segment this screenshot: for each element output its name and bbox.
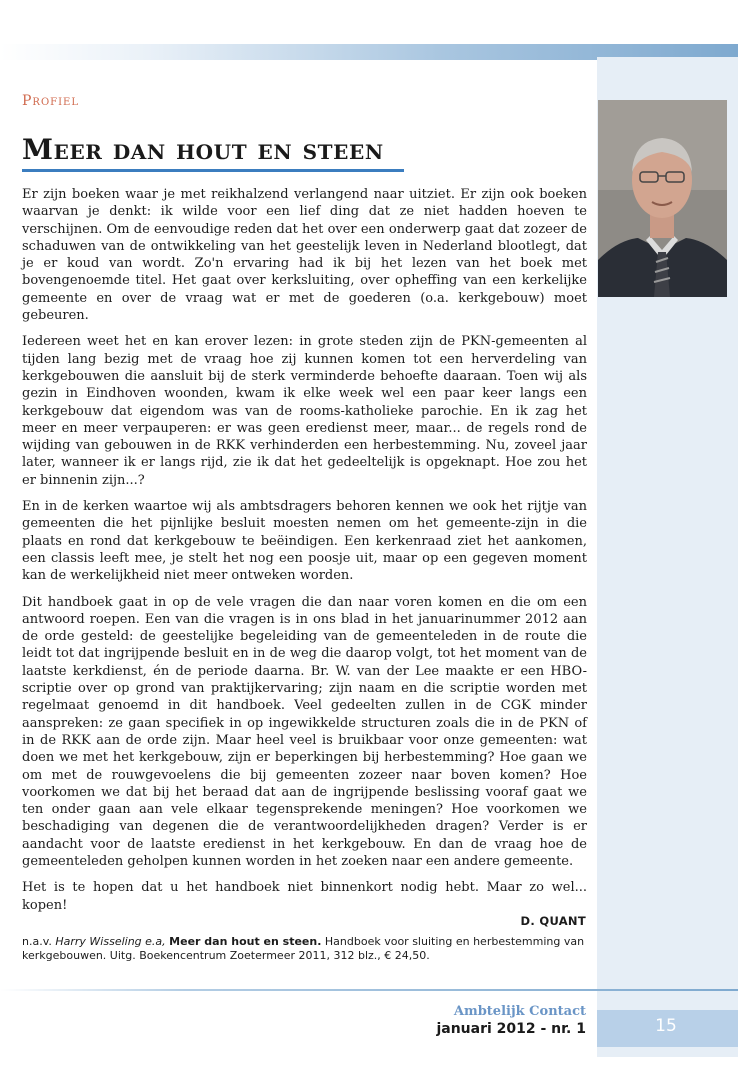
author-signature: D. QUANT: [520, 914, 586, 928]
magazine-name: Ambtelijk Contact: [453, 1004, 586, 1019]
footer-rule: [0, 989, 738, 991]
note-book-title: Meer dan hout en steen.: [169, 935, 322, 948]
paragraph: Iedereen weet het en kan erover lezen: in grote steden zijn de PKN-gemeenten al tijden lang bezig met de vraag hoe zij kunnen komen tot een herverdeling van kerkgebouwen die aansluit bij de sterk verminderde behoefte daaraan. Toen wij als gezin in Eindhoven woonden, kwam ik elke week wel een paar keer langs een kerkgebouw dat eigendom was van de rooms-katholieke parochie. En ik zag het meer en meer verpauperen: er was geen eredienst meer, maar... de regels rond de wijding van gebouwen in de RKK verhinderden een herbestemming. Nu, zoveel jaar later, wanneer ik er langs rijd, zie ik dat het gedeeltelijk is opgeknapt. Hoe zou het er binnenin zijn...?: [22, 334, 587, 488]
issue-label: januari 2012 - nr. 1: [436, 1021, 586, 1037]
paragraph: Het is te hopen dat u het handboek niet binnenkort nodig hebt. Maar zo wel... kopen!: [22, 880, 587, 913]
article-title: Meer dan hout en steen: [22, 133, 384, 166]
paragraph: En in de kerken waartoe wij als ambtsdragers behoren kennen we ook het rijtje van gemeenten die het pijnlijke besluit moesten nemen om het gemeente-zijn in die plaats en rond dat kerkgebouw te beëindigen. Een kerkenraad ziet het aankomen, een classis leeft mee, je stelt het nog een poosje uit, maar op een gegeven moment kan de werkelijkheid niet meer ontweken worden.: [22, 499, 587, 584]
article-body: [22, 186, 587, 923]
paragraph: Er zijn boeken waar je met reikhalzend verlangend naar uitziet. Er zijn ook boeken waarvan je denkt: ik wilde voor een lief ding dat ze niet hadden hoeven te verschijnen. Om de eenvoudige reden dat het over een onderwerp gaat dat zozeer de schaduwen van de ontwikkeling van het geestelijk leven in Nederland blootlegt, dat je er koud van wordt. Zo'n ervaring had ik bij het lezen van het boek met bovengenoemde titel. Het gaat over kerksluiting, over opheffing van een kerkelijke gemeente en over de vraag wat er met de goederen (o.a. kerkgebouw) moet gebeuren.: [22, 187, 587, 324]
note-details: Handboek voor sluiting en herbestemming van kerkgebouwen. Uitg. Boekencentrum Zoetermeer 2011, 312 blz., € 24,50.: [22, 935, 585, 962]
author-photo: [598, 100, 727, 297]
book-reference: [22, 935, 587, 963]
paragraph: Dit handboek gaat in op de vele vragen die dan naar voren komen en die om een antwoord roepen. Een van die vragen is in ons blad in het januarinummer 2012 aan de orde gesteld: de geestelijke begeleiding van de gemeenteleden in de route die leidt tot dat ingrijpende besluit en in de weg die daarop volgt, tot het moment van de laatste kerkdienst, én de periode daarna. Br. W. van der Lee maakte er een HBO-scriptie over op grond van praktijkervaring; zijn naam en die scriptie worden met regelmaat genoemd in dit handboek. Veel gedeelten zullen in de CGK minder aanspreken: ze gaan specifiek in op ingewikkelde structuren zoals die in de PKN of in de RKK aan de orde zijn. Maar heel veel is bruikbaar voor onze gemeenten: wat doen we met het kerkgebouw, zijn er beperkingen bij herbestemming? Hoe gaan we om met de rouwgevoelens die bij gemeenten zozeer naar boven komen? Hoe voorkomen we dat bij het beraad dat aan de ingrijpende beslissing vooraf gaat we ten onder gaan aan vele elkaar tegensprekende meningen? Hoe voorkomen we beschadiging van degenen die de verantwoordelijkheden dragen? Verder is er aandacht voor de laatste eredienst in het kerkgebouw. En dan de vraag hoe de gemeenteleden geholpen kunnen worden in het zoeken naar een andere gemeente.: [22, 594, 587, 869]
section-label: Profiel: [22, 93, 79, 109]
note-authors: Harry Wisseling e.a,: [55, 935, 166, 948]
page-number: 15: [655, 1016, 677, 1036]
title-underline: [22, 169, 404, 172]
note-prefix: n.a.v.: [22, 935, 56, 948]
